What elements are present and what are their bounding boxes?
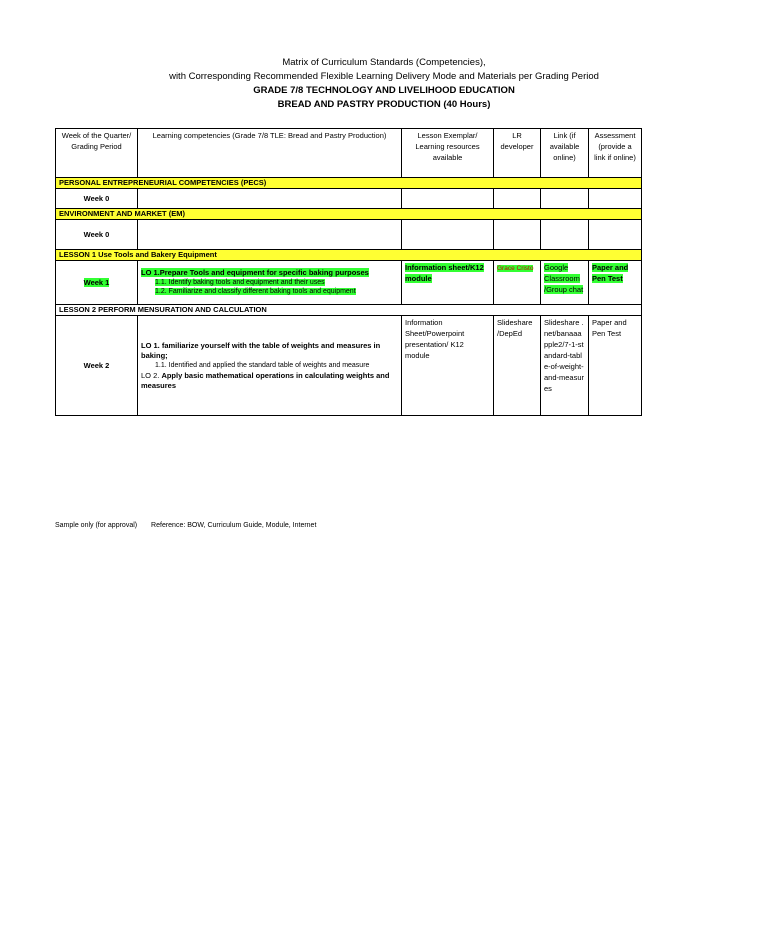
lo-item-text: 1.1. Identified and applied the standard table of weights and measure	[155, 361, 370, 369]
competency-cell: LO 1. familiarize yourself with the table of weights and measures in baking; 1.1. Identified and applied the standard table of weights and measure LO 2. Apply basic mathematical operations in calculating weights and measures	[138, 316, 402, 416]
col-header-link: Link (if available online)	[541, 129, 589, 178]
col-header-exemplar: Lesson Exemplar/ Learning resources available	[402, 129, 494, 178]
link-cell: Google Classroom /Group chat	[541, 261, 589, 305]
section-row-lesson2	[56, 305, 642, 316]
col-header-week: Week of the Quarter/ Grading Period	[56, 129, 138, 178]
document-header	[0, 56, 768, 112]
curriculum-matrix-table	[55, 128, 642, 416]
header-line-3: GRADE 7/8 TECHNOLOGY AND LIVELIHOOD EDUCATION	[253, 85, 515, 96]
table-header-row	[56, 129, 642, 178]
table-row-lesson2	[56, 316, 642, 416]
link-cell: Slideshare .net/banaaapple2/7-1-standard-table-of-weight-and-measures	[541, 316, 589, 416]
header-line-1: Matrix of Curriculum Standards (Competencies),	[282, 57, 486, 68]
footer-note: Sample only (for approval)	[55, 522, 138, 529]
exemplar-cell: Information sheet/K12 module	[402, 261, 494, 305]
lo-text: LO 1. familiarize yourself with the table of weights and measures in baking;	[141, 340, 381, 360]
lo-item-text: 1.2. Familiarize and classify different baking tools and equipment	[155, 288, 356, 295]
lr-cell: Slideshare /DepEd	[494, 316, 541, 416]
footer-reference: Reference: BOW, Curriculum Guide, Module, Internet	[151, 522, 317, 529]
week-label: Week 1	[83, 278, 110, 287]
col-header-competencies: Learning competencies (Grade 7/8 TLE: Bread and Pastry Production)	[138, 129, 402, 178]
competency-cell	[138, 261, 402, 305]
header-line-2: with Corresponding Recommended Flexible Learning Delivery Mode and Materials per Grading Period	[169, 71, 599, 82]
week-cell: Week 2	[56, 316, 138, 416]
week-cell	[56, 261, 138, 305]
footer	[55, 522, 316, 529]
section-row-pecs	[56, 178, 642, 189]
lo-item-text: 1.1. Identify baking tools and equipment and their uses	[155, 279, 325, 286]
table-row-pecs-week	[56, 189, 642, 209]
assessment-cell: Paper and Pen Test	[589, 261, 642, 305]
week-cell: Week 0	[56, 220, 138, 250]
exemplar-cell: Information Sheet/Powerpoint presentation/ K12 module	[402, 316, 494, 416]
table-row-lesson1	[56, 261, 642, 305]
section-label-lesson1: LESSON 1 Use Tools and Bakery Equipment	[56, 250, 642, 261]
col-header-lr: LR developer	[494, 129, 541, 178]
section-row-em	[56, 209, 642, 220]
lr-cell: Grace Cristo	[494, 261, 541, 305]
lo-text: LO 1.Prepare Tools and equipment for specific baking purposes	[141, 268, 369, 277]
table-row-em-week	[56, 220, 642, 250]
col-header-assessment: Assessment (provide a link if online)	[589, 129, 642, 178]
lo-text: Apply basic mathematical operations in calculating weights and measures	[141, 370, 390, 390]
section-label-pecs: PERSONAL ENTREPRENEURIAL COMPETENCIES (PECS)	[56, 178, 642, 189]
section-label-em: ENVIRONMENT AND MARKET (EM)	[56, 209, 642, 220]
header-line-4: BREAD AND PASTRY PRODUCTION (40 Hours)	[277, 99, 491, 110]
assessment-cell: Paper and Pen Test	[589, 316, 642, 416]
section-label-lesson2: LESSON 2 PERFORM MENSURATION AND CALCULATION	[56, 305, 642, 316]
week-cell: Week 0	[56, 189, 138, 209]
section-row-lesson1	[56, 250, 642, 261]
